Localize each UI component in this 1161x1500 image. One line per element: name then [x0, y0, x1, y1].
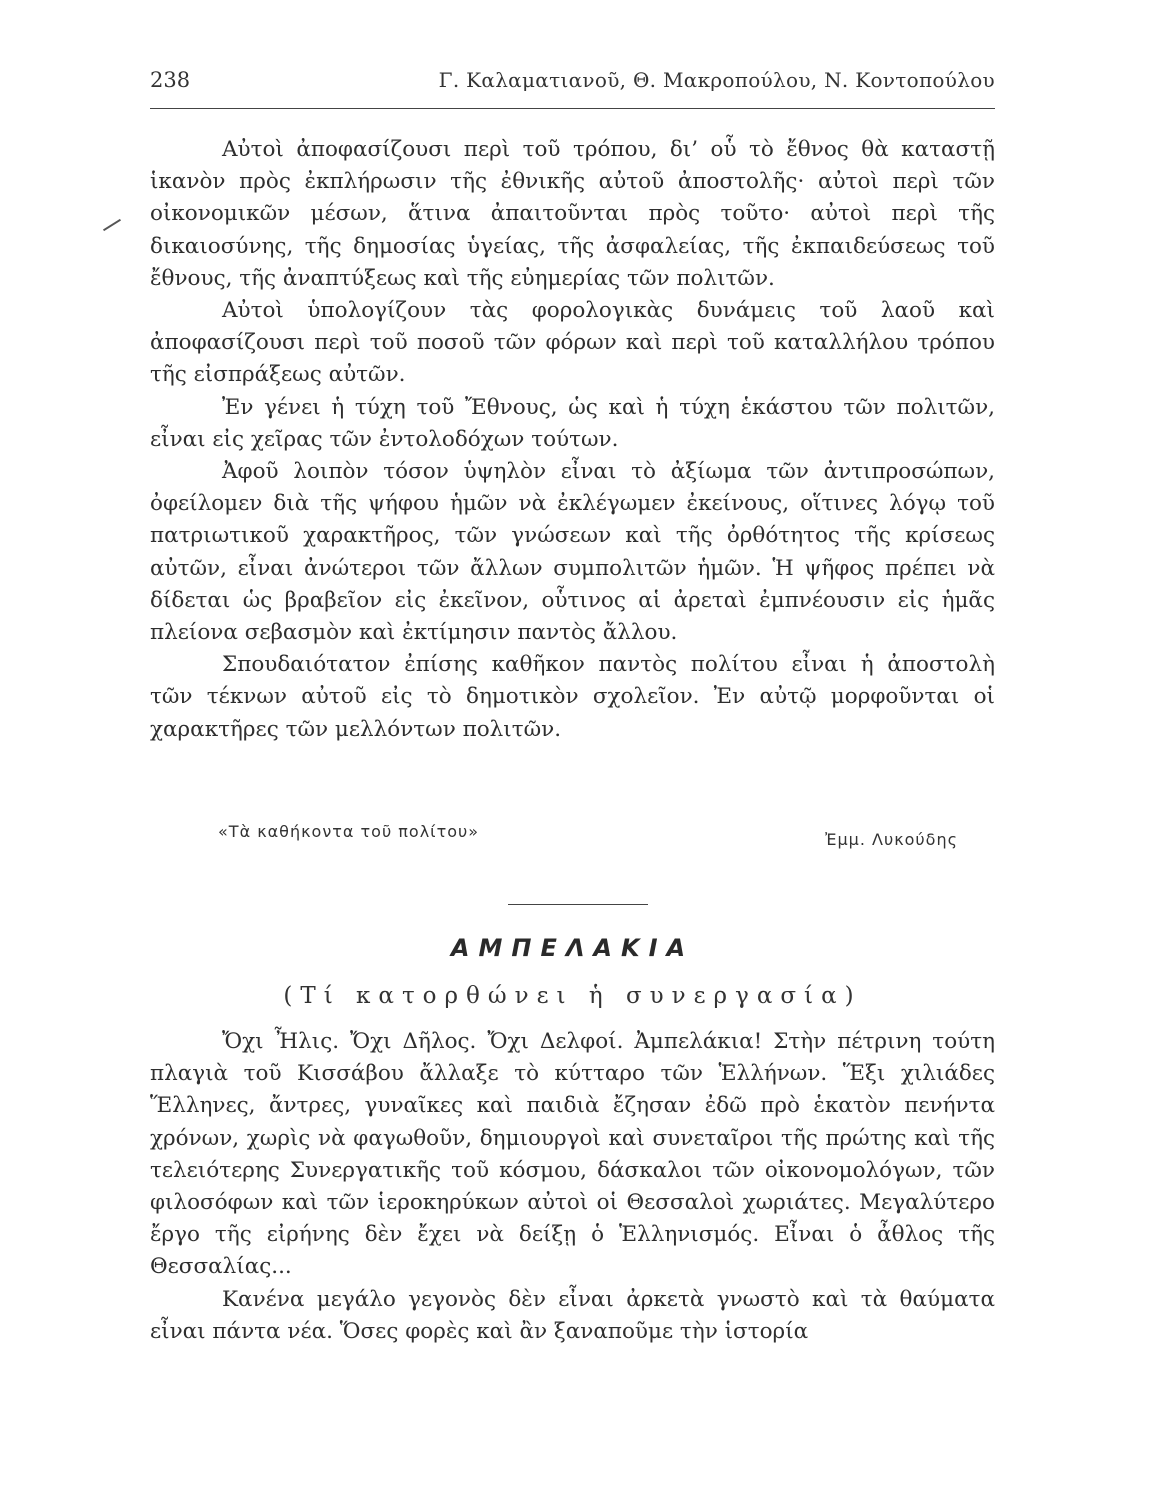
paragraph: Αὐτοὶ ἀποφασίζουσι περὶ τοῦ τρόπου, δι’ οὗ τὸ ἔθνος θὰ καταστῇ ἱκανὸν πρὸς ἐκπλήρωσιν τῆς ἐθνικῆς αὐτοῦ ἀποστολῆς· αὐτοὶ περὶ τῶν οἰκονομικῶν μέσων, ἅτινα ἀπαιτοῦνται πρὸς τοῦτο· αὐτοὶ περὶ τῆς δικαιοσύνης, τῆς δημοσίας ὑγείας, τῆς ἀσφαλείας, τῆς ἐκπαιδεύσεως τοῦ ἔθνους, τῆς ἀναπτύξεως καὶ τῆς εὐημερίας τῶν πολιτῶν. — [150, 137, 995, 291]
section-divider — [508, 904, 648, 905]
section-ampelakia — [150, 1026, 995, 1348]
paragraph: Ἐν γένει ἡ τύχη τοῦ Ἔθνους, ὡς καὶ ἡ τύχη ἑκάστου τῶν πολιτῶν, εἶναι εἰς χεῖρας τῶν ἐντολοδόχων τούτων. — [150, 394, 995, 452]
source-attribution — [218, 822, 958, 852]
paragraph: Σπουδαιότατον ἐπίσης καθῆκον παντὸς πολίτου εἶναι ἡ ἀποστολὴ τῶν τέκνων αὐτοῦ εἰς τὸ δημοτικὸν σχολεῖον. Ἐν αὐτῷ μορφοῦνται οἱ χαρακτῆρες τῶν μελλόντων πολιτῶν. — [150, 652, 995, 742]
paragraph: Ὄχι Ἦλις. Ὄχι Δῆλος. Ὄχι Δελφοί. Ἀμπελάκια! Στὴν πέτρινη τούτη πλαγιὰ τοῦ Κισσάβου ἄλλαξε τὸ κύτταρο τῶν Ἑλλήνων. Ἕξι χιλιάδες Ἕλληνες, ἄντρες, γυναῖκες καὶ παιδιὰ ἔζησαν ἐδῶ πρὸ ἑκατὸν πενήντα χρόνων, χωρὶς νὰ φαγωθοῦν, δημιουργοὶ καὶ συνεταῖροι τῆς πρώτης καὶ τῆς τελειότερης Συνεργατικῆς τοῦ κόσμου, δάσκαλοι τῶν οἰκονομολόγων, τῶν φιλοσόφων καὶ τῶν ἱεροκηρύκων αὐτοὶ οἱ Θεσσαλοὶ χωριάτες. Μεγαλύτερο ἔργο τῆς εἰρήνης δὲν ἔχει νὰ δείξῃ ὁ Ἑλληνισμός. Εἶναι ὁ ἆθλος τῆς Θεσσαλίας... — [150, 1029, 995, 1280]
paragraph: Ἀφοῦ λοιπὸν τόσον ὑψηλὸν εἶναι τὸ ἀξίωμα τῶν ἀντιπροσώπων, ὀφείλομεν διὰ τῆς ψήφου ἡμῶν νὰ ἐκλέγωμεν ἐκείνους, οἵτινες λόγῳ τοῦ πατριωτικοῦ χαρακτῆρος, τῶν γνώσεων καὶ τῆς ὀρθότητος τῆς κρίσεως αὐτῶν, εἶναι ἀνώτεροι τῶν ἄλλων συμπολιτῶν ἡμῶν. Ἡ ψῆφος πρέπει νὰ δίδεται ὡς βραβεῖον εἰς ἐκεῖνον, οὗτινος αἱ ἀρεταὶ ἐμπνέουσιν εἰς ἡμᾶς πλείονα σεβασμὸν καὶ ἐκτίμησιν παντὸς ἄλλου. — [150, 459, 995, 646]
paragraph: Κανένα μεγάλο γεγονὸς δὲν εἶναι ἀρκετὰ γνωστὸ καὶ τὰ θαύματα εἶναι πάντα νέα. Ὅσες φορὲς καὶ ἂν ξαναποῦμε τὴν ἱστορία — [150, 1286, 995, 1344]
running-head: Γ. Καλαματιανοῦ, Θ. Μακροπούλου, Ν. Κοντοπούλου — [438, 68, 995, 92]
source-title: «Τὰ καθήκοντα τοῦ πολίτου» — [218, 822, 480, 841]
section-civic-duties — [150, 134, 995, 746]
page-number: 238 — [150, 68, 191, 92]
margin-pencil-mark — [103, 219, 121, 231]
page-header — [150, 68, 995, 109]
section-heading: ΑΜΠΕΛΑΚΙΑ — [450, 934, 695, 962]
source-author: Ἐμμ. Λυκούδης — [825, 830, 958, 849]
section-subheading: (Τί κατορθώνει ἡ συνεργασία) — [283, 983, 862, 1009]
paragraph: Αὐτοὶ ὑπολογίζουν τὰς φορολογικὰς δυνάμεις τοῦ λαοῦ καὶ ἀποφασίζουσι περὶ τοῦ ποσοῦ τῶν φόρων καὶ περὶ τοῦ καταλλήλου τρόπου τῆς εἰσπράξεως αὐτῶν. — [150, 298, 995, 388]
